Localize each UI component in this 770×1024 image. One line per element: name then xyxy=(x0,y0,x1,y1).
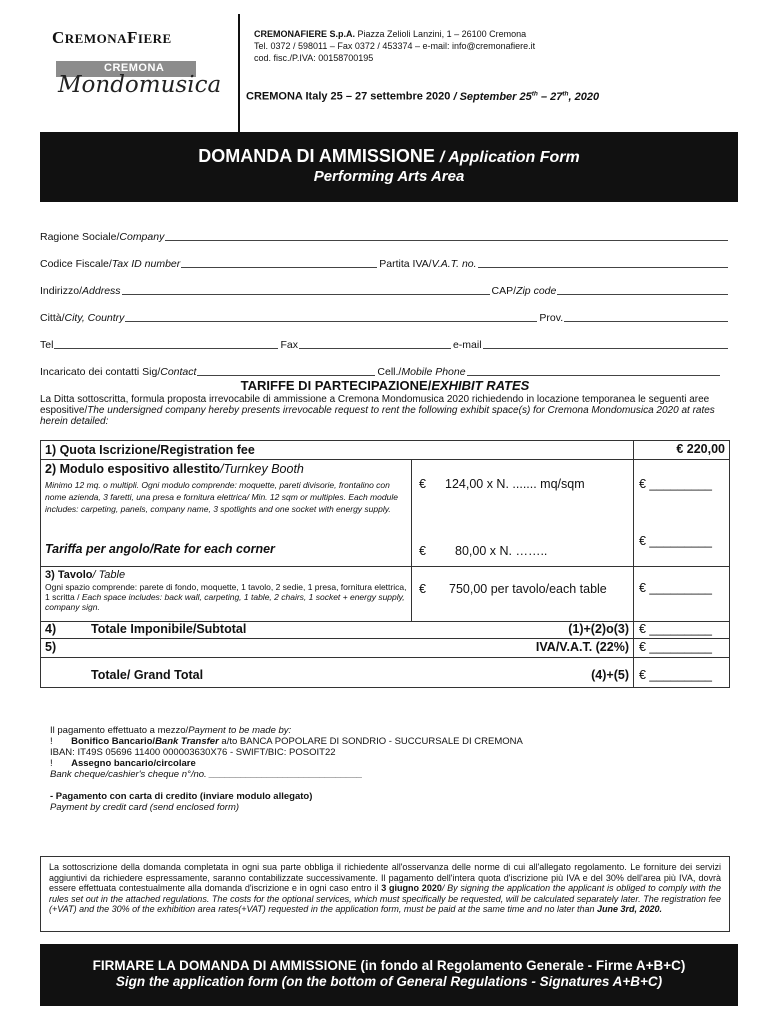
grand-total-input[interactable]: € _________ xyxy=(639,668,712,682)
vat-number: 5) xyxy=(45,640,57,654)
phone-row xyxy=(40,324,730,351)
mondomusica-logo: CREMONA Mondomusica xyxy=(58,62,222,98)
email-input[interactable] xyxy=(483,338,728,349)
table-rate-label: 3) Tavolo/ Table xyxy=(45,569,126,581)
vat-input[interactable] xyxy=(478,257,728,268)
turnkey-total-input[interactable]: € _________ xyxy=(639,477,712,491)
cremonafiere-logo: CREMONAFIERE xyxy=(52,28,172,47)
checkbox-bank[interactable]: ! xyxy=(50,736,53,747)
subtotal-number: 4) xyxy=(45,622,57,636)
payment-card xyxy=(50,791,312,813)
title-banner xyxy=(40,132,738,202)
subtotal-label: Totale Imponibile/Subtotal xyxy=(91,622,247,636)
registration-fee-value: € 220,00 xyxy=(676,442,725,456)
event-dates: CREMONA Italy 25 – 27 settembre 2020 / September 25th – 27th, 2020 xyxy=(246,90,600,103)
payment-section xyxy=(50,725,523,780)
turnkey-euro-sign: € xyxy=(419,477,426,491)
company-input[interactable] xyxy=(165,230,728,241)
payment-cheque-number[interactable]: Bank cheque/cashier's cheque n°/no. _____________________________ xyxy=(50,769,363,780)
tax-row xyxy=(40,243,730,270)
corner-euro-sign: € xyxy=(419,544,426,558)
table-price: 750,00 per tavolo/each table xyxy=(449,582,607,596)
email-label: e-mail xyxy=(452,339,482,351)
prov-label: Prov. xyxy=(539,312,564,324)
tax-label: Codice Fiscale/Tax ID number xyxy=(40,258,181,270)
registration-fee-label: 1) Quota Iscrizione/Registration fee xyxy=(45,443,255,457)
terms-notice: La sottoscrizione della domanda completata in ogni sua parte obbliga il richiedente all'osservanza delle norme di cui all'allegato regolamento. Le forniture dei servizi aggiuntivi da richiedere espressamente, saranno contabilizzate successivamente. Il pagamento dell'intera quota d'iscrizione più IVA e del 30% dell'area più IVA, dovrà essere effettuata contestualmente alla domanda d'iscrizione e in ogni caso entro il 3 giugno 2020/ By signing the application the applicant is obliged to comply with the rules set out in the attached regulations. The costs for the optional services, which must specifically be requested, will be calculated separately later. The registration fee (+VAT) and the 30% of the exhibition area rates(+VAT) requested in the application form, must be paid at the same time and no later than June 3rd, 2020. xyxy=(40,856,730,932)
address-label: Indirizzo/Address xyxy=(40,285,121,297)
company-fiscal: cod. fisc./P.IVA: 00158700195 xyxy=(254,53,374,63)
payment-intro: Il pagamento effettuato a mezzo/Payment to be made by: xyxy=(50,725,292,736)
tel-input[interactable] xyxy=(54,338,278,349)
table-total-input[interactable]: € _________ xyxy=(639,581,712,595)
zip-label: CAP/Zip code xyxy=(491,285,557,297)
mobile-label: Cell./Mobile Phone xyxy=(377,366,466,378)
checkbox-cheque[interactable]: ! xyxy=(50,758,53,769)
header-divider xyxy=(238,14,240,132)
vat-formula: IVA/V.A.T. (22%) xyxy=(535,640,629,654)
signature-instruction-en: Sign the application form (on the bottom of General Regulations - Signatures A+B+C) xyxy=(115,974,663,989)
applicant-fields xyxy=(40,216,730,378)
table-rate-description: Ogni spazio comprende: parete di fondo, moquette, 1 tavolo, 2 sedie, 1 presa, fornitura elettrica, 1 scritta / Each space includes: back wall, carpeting, 1 table, 2 chairs, 1 socket + energy supply, company sign. xyxy=(45,582,407,612)
vat-label: Partita IVA/V.A.T. no. xyxy=(379,258,477,270)
contact-label: Incaricato dei contatti Sig/Contact xyxy=(40,366,197,378)
corner-total-input[interactable]: € _________ xyxy=(639,534,712,548)
payment-cheque[interactable]: ! Assegno bancario/circolare xyxy=(50,758,196,769)
table-euro-sign: € xyxy=(419,582,426,596)
form-subtitle: Performing Arts Area xyxy=(313,168,465,185)
company-info xyxy=(254,28,535,64)
subtotal-formula: (1)+(2)o(3) xyxy=(568,622,629,636)
company-row xyxy=(40,216,730,243)
payment-iban: IBAN: IT49S 05696 11400 000003630X76 - SWIFT/BIC: POSOIT22 xyxy=(50,747,336,758)
city-row xyxy=(40,297,730,324)
address-row xyxy=(40,270,730,297)
city-input[interactable] xyxy=(125,311,537,322)
company-address: Piazza Zelioli Lanzini, 1 – 26100 Cremona xyxy=(357,29,527,39)
zip-input[interactable] xyxy=(557,284,728,295)
payment-bank-transfer[interactable]: ! Bonifico Bancario/Bank Transfer a/to BANCA POPOLARE DI SONDRIO - SUCCURSALE DI CREMONA xyxy=(50,736,523,747)
mobile-input[interactable] xyxy=(467,365,720,376)
vat-total-input[interactable]: € _________ xyxy=(639,640,712,654)
tariffs-intro: La Ditta sottoscritta, formula proposta irrevocabile di ammissione a Cremona Mondomusica 2020 richiedendo in locazione temporanea le seguenti aree espositive/The undersigned company hereby presents irrevocable request to rent the following exhibit space(s) for Cremona Mondomusica 2020 at rates herein detailed: xyxy=(40,394,715,427)
contact-input[interactable] xyxy=(197,365,375,376)
signature-instruction-it: FIRMARE LA DOMANDA DI AMMISSIONE (in fondo al Regolamento Generale - Firme A+B+C) xyxy=(92,958,686,973)
tariffs-title: TARIFFE DI PARTECIPAZIONE/EXHIBIT RATES xyxy=(240,378,530,393)
contact-row xyxy=(40,351,730,378)
turnkey-booth-description: Minimo 12 mq. o multipli. Ogni modulo comprende: moquette, pareti divisorie, frontalino con nome azienda, 3 faretti, una presa e fornitura elettrica/ Min. 12 sqm or multiples. Each module includes: carpeting, panels, company name, 3 spotlights and one socket with energy supply. xyxy=(45,480,398,514)
corner-rate-label: Tariffa per angolo/Rate for each corner xyxy=(45,542,275,556)
subtotal-input[interactable]: € _________ xyxy=(639,622,712,636)
tel-label: Tel xyxy=(40,339,54,351)
city-label: Città/City, Country xyxy=(40,312,125,324)
fax-input[interactable] xyxy=(299,338,451,349)
payment-card-it[interactable]: - Pagamento con carta di credito (inviare modulo allegato) xyxy=(50,791,313,802)
grand-total-label: Totale/ Grand Total xyxy=(91,668,204,682)
rates-table xyxy=(40,440,730,688)
company-name: CREMONAFIERE S.p.A. xyxy=(254,29,356,39)
company-label: Ragione Sociale/Company xyxy=(40,231,165,243)
company-contacts: Tel. 0372 / 598011 – Fax 0372 / 453374 – e-mail: info@cremonafiere.it xyxy=(254,41,536,51)
header xyxy=(0,0,770,130)
payment-card-en: Payment by credit card (send enclosed form) xyxy=(50,802,240,813)
fax-label: Fax xyxy=(280,339,298,351)
corner-price: 80,00 x N. …….. xyxy=(455,544,548,558)
prov-input[interactable] xyxy=(564,311,728,322)
tax-input[interactable] xyxy=(181,257,377,268)
turnkey-booth-label: 2) Modulo espositivo allestito/Turnkey Booth xyxy=(45,462,304,476)
signature-banner xyxy=(40,944,738,1006)
grand-total-formula: (4)+(5) xyxy=(591,668,629,682)
address-input[interactable] xyxy=(122,284,490,295)
form-title: DOMANDA DI AMMISSIONE / Application Form xyxy=(198,146,580,166)
turnkey-price: 124,00 x N. ....... mq/sqm xyxy=(445,477,585,491)
